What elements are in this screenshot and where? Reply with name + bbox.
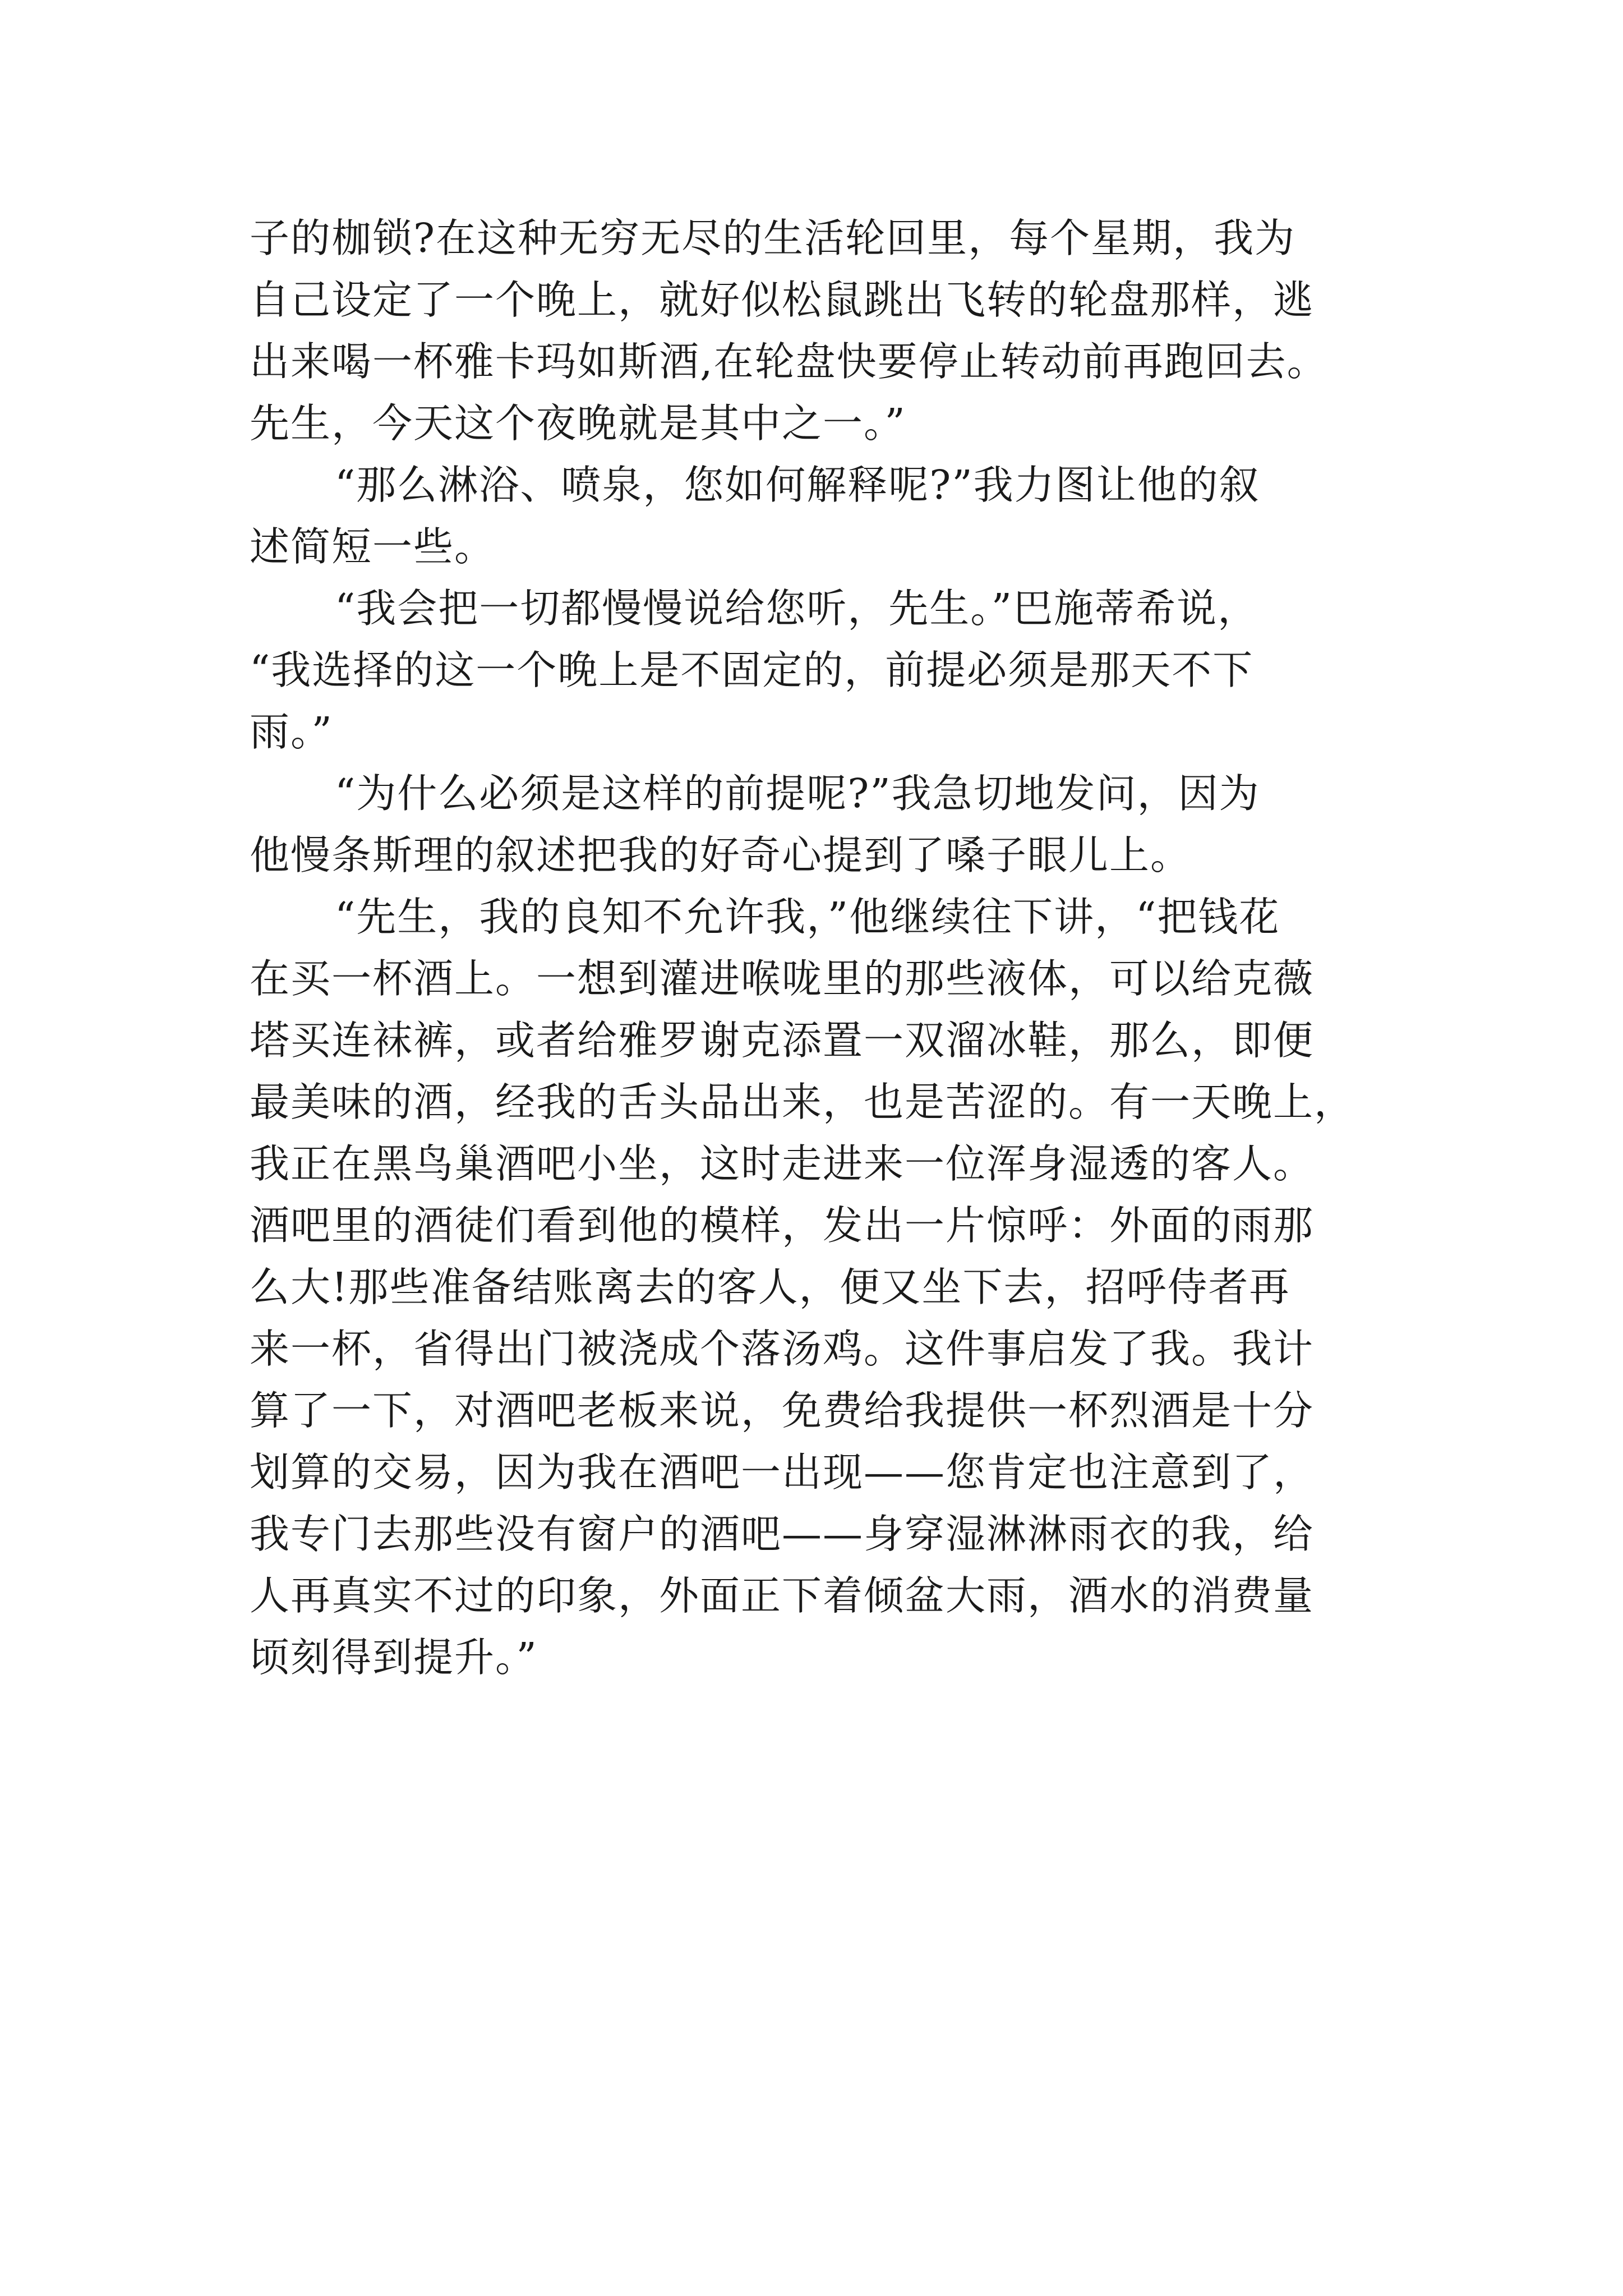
text-line: 述简短一些。 <box>250 523 496 570</box>
paragraph-first-line: “我会把一切都慢慢说给您听，先生。”巴施蒂希说， <box>335 585 1259 632</box>
text-line: 他慢条斯理的叙述把我的好奇心提到了嗓子眼儿上。 <box>250 832 1192 878</box>
text-line: 最美味的酒，经我的舌头品出来，也是苦涩的。有一天晚上， <box>250 1079 1355 1125</box>
text-line: 雨。” <box>250 708 333 755</box>
text-line: “我选择的这一个晚上是不固定的，前提必须是那天不下 <box>250 647 1254 693</box>
text-line: 自己设定了一个晚上，就好似松鼠跳出飞转的轮盘那样，逃 <box>250 277 1315 323</box>
text-line: 子的枷锁?在这种无穷无尽的生活轮回里，每个星期，我为 <box>250 215 1296 261</box>
text-line: 顷刻得到提升。” <box>250 1634 538 1681</box>
text-line: 来一杯，省得出门被浇成个落汤鸡。这件事启发了我。我计 <box>250 1326 1315 1372</box>
paragraph-first-line: “先生，我的良知不允许我，”他继续往下讲，“把钱花 <box>335 894 1280 940</box>
paragraph-first-line: “那么淋浴、喷泉，您如何解释呢?”我力图让他的叙 <box>335 462 1260 508</box>
text-line: 人再真实不过的印象，外面正下着倾盆大雨，酒水的消费量 <box>250 1572 1315 1619</box>
text-line: 算了一下，对酒吧老板来说，免费给我提供一杯烈酒是十分 <box>250 1387 1315 1434</box>
text-line: 我专门去那些没有窗户的酒吧——身穿湿淋淋雨衣的我，给 <box>250 1511 1315 1557</box>
text-line: 出来喝一杯雅卡玛如斯酒,在轮盘快要停止转动前再跑回去。 <box>250 338 1328 385</box>
text-line: 划算的交易，因为我在酒吧一出现——您肯定也注意到了， <box>250 1449 1315 1496</box>
text-line: 么大!那些准备结账离去的客人，便又坐下去，招呼侍者再 <box>250 1264 1290 1310</box>
paragraph-first-line: “为什么必须是这样的前提呢?”我急切地发问，因为 <box>335 770 1260 817</box>
text-line: 先生，今天这个夜晚就是其中之一。” <box>250 400 906 447</box>
body-text <box>250 208 1427 1688</box>
text-line: 塔买连袜裤，或者给雅罗谢克添置一双溜冰鞋，那么，即便 <box>250 1017 1315 1064</box>
text-line: 在买一杯酒上。一想到灌进喉咙里的那些液体，可以给克薇 <box>250 955 1315 1002</box>
text-line: 酒吧里的酒徒们看到他的模样，发出一片惊呼：外面的雨那 <box>250 1202 1315 1249</box>
text-line: 我正在黑鸟巢酒吧小坐，这时走进来一位浑身湿透的客人。 <box>250 1140 1315 1187</box>
